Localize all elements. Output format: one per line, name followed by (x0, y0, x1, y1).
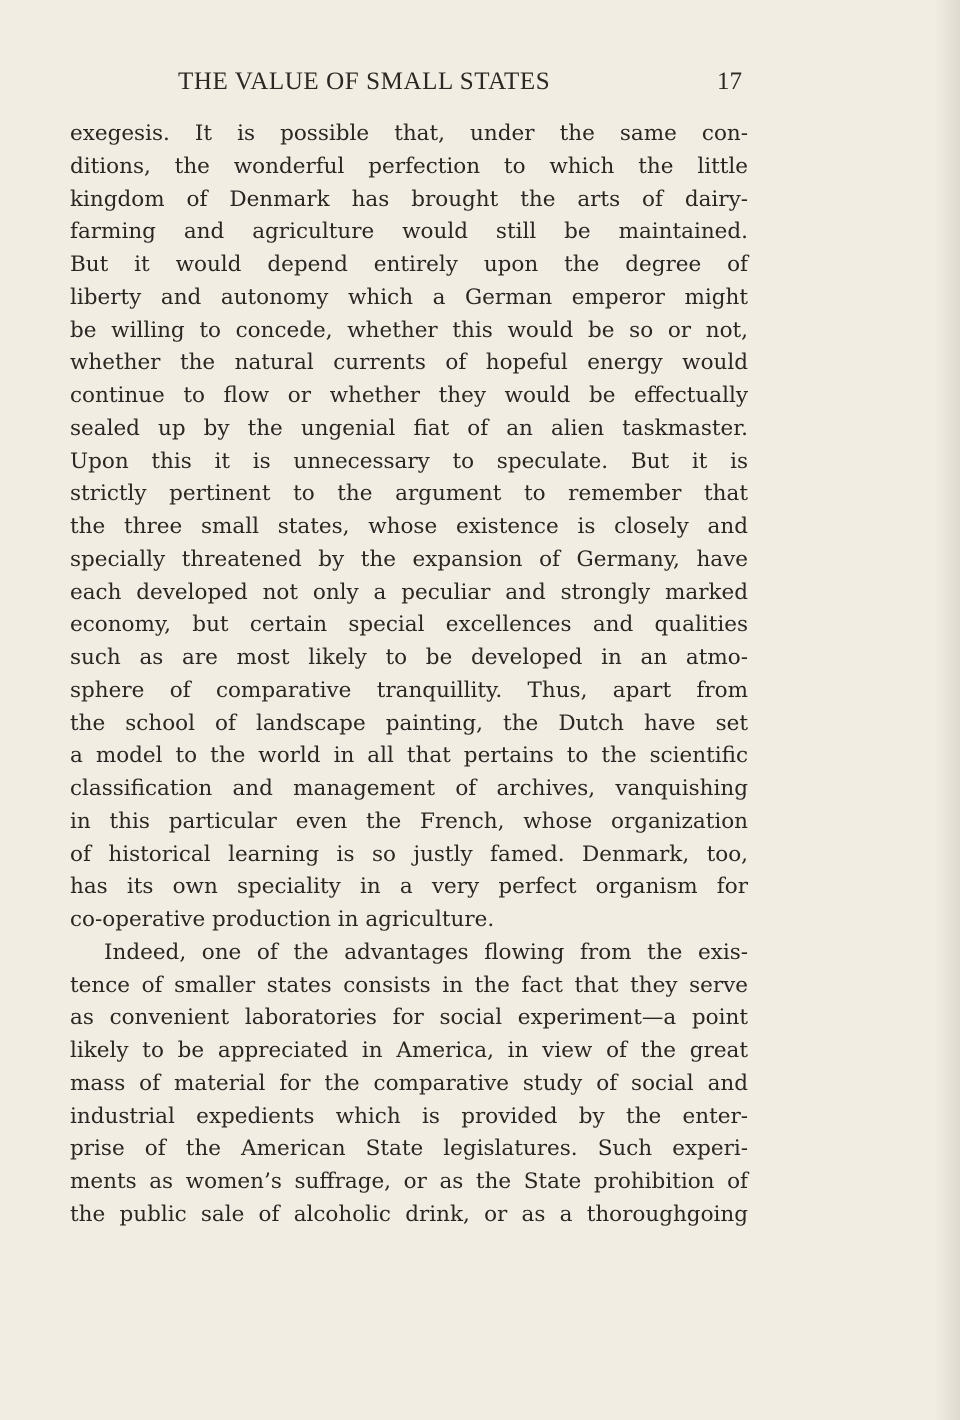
text-line: farming and agriculture would still be maintained. (70, 219, 748, 245)
text-line: such as are most likely to be developed in an atmo- (70, 645, 748, 670)
text-line: kingdom of Denmark has brought the arts of dairy- (70, 186, 748, 212)
text-line: as convenient laboratories for social experiment—a point (70, 1005, 748, 1031)
text-line: the school of landscape painting, the Dutch have set (70, 710, 748, 736)
text-line: strictly pertinent to the argument to remember that (70, 481, 748, 507)
text-line: prise of the American State legislatures. Such experi- (70, 1136, 748, 1162)
text-line: Indeed, one of the advantages flowing from the exis- (104, 939, 748, 965)
text-line: continue to flow or whether they would be effectually (70, 383, 748, 408)
text-line: economy, but certain special excellences and qualities (70, 612, 748, 638)
page-number: 17 (717, 68, 742, 95)
text-line: specially threatened by the expansion of Germany, have (70, 546, 748, 572)
text-line: co-operative production in agriculture. (70, 907, 495, 932)
text-line: whether the natural currents of hopeful energy would (70, 350, 748, 376)
text-line: ments as women’s suffrage, or as the State prohibition of (70, 1169, 748, 1194)
text-line: industrial expedients which is provided by the enter- (70, 1103, 748, 1129)
text-line: a model to the world in all that pertains to the scientific (70, 743, 748, 769)
text-line: each developed not only a peculiar and strongly marked (70, 579, 748, 605)
text-line: likely to be appreciated in America, in view of the great (70, 1038, 748, 1063)
text-line: sphere of comparative tranquillity. Thus, apart from (70, 677, 748, 703)
text-line: But it would depend entirely upon the degree of (70, 252, 748, 277)
text-line: classification and management of archives, vanquishing (70, 776, 748, 801)
running-header (70, 68, 746, 102)
text-line: tence of smaller states consists in the fact that they serve (70, 972, 748, 998)
text-line: ditions, the wonderful perfection to which the little (70, 153, 748, 179)
paragraph-1 (70, 118, 748, 937)
text-line: the public sale of alcoholic drink, or as a thoroughgoing (70, 1201, 748, 1227)
paragraph-2 (70, 937, 748, 1232)
body-text (70, 118, 748, 1232)
text-line: sealed up by the ungenial fiat of an alien taskmaster. (70, 415, 748, 441)
text-line: exegesis. It is possible that, under the same con- (70, 121, 748, 146)
text-line: liberty and autonomy which a German emperor might (70, 284, 748, 310)
text-line: in this particular even the French, whose organization (70, 808, 748, 834)
text-line: has its own speciality in a very perfect organism for (70, 874, 748, 900)
text-line: of historical learning is so justly famed. Denmark, too, (70, 841, 748, 867)
text-line: Upon this it is unnecessary to speculate. But it is (70, 448, 748, 474)
text-line: be willing to concede, whether this would be so or not, (70, 317, 748, 343)
running-title: THE VALUE OF SMALL STATES (178, 68, 551, 95)
text-line: mass of material for the comparative study of social and (70, 1070, 748, 1096)
text-line: the three small states, whose existence is closely and (70, 514, 748, 539)
